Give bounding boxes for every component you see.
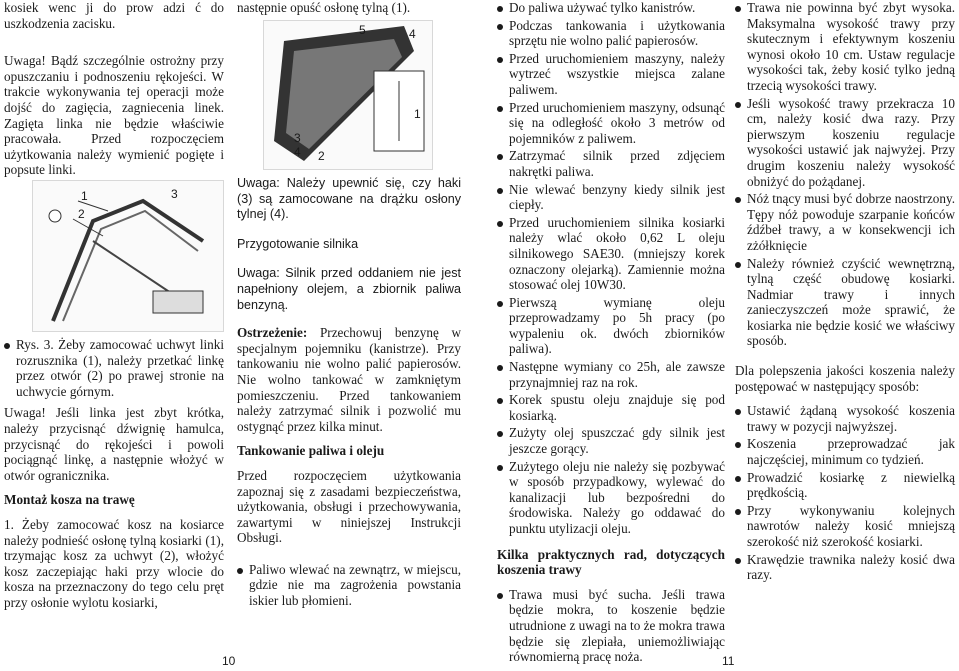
middle-intro: następnie opuść osłonę tylną (1). xyxy=(237,0,411,15)
rule-item: Przed uruchomieniem maszyny, odsunąć się na odległość około 3 metrów od pojemników z paliwem. xyxy=(497,100,725,147)
warning-label: Uwaga! xyxy=(4,53,46,69)
page-number-right: 11 xyxy=(722,654,735,668)
fig-label-4-bottom: 4 xyxy=(294,145,301,159)
mowing-tip: Nóż tnący musi być dobrze naostrzony. Tępy nóż powoduje szarpanie końców źdźbeł trawy, a w konsekwencji ich zżółknięcie xyxy=(735,191,955,253)
quality-item: Prowadzić kosiarkę z niewielką prędkością. xyxy=(735,470,955,501)
caution-paragraph xyxy=(237,325,461,434)
section-text: 1. Żeby zamocować kosz na kosiarce należy podnieść osłonę tylną kosiarki (1), trzymając kosz za uchwyt (2), włożyć kosz zaczepiając haki przy wlocie do kosza na przeznaczony do tego celu pręt przy osłonie wylotu kosiarki, xyxy=(4,516,224,610)
rule-item: Przed uruchomieniem silnika kosiarki należy wlać około 0,62 L oleju silnikowego SAE30. (mniejszy korek oznaczony olejarką). Zamiennie można stosować olej 10W30. xyxy=(497,215,725,293)
middle-column xyxy=(237,176,461,615)
right-column-2 xyxy=(735,0,955,589)
mowing-tips-list xyxy=(735,0,955,349)
step3-item: Rys. 3. Żeby zamocować uchwyt linki rozrusznika (1), należy przetkać linkę przez otwór (2) po prawej stronie na uchwycie górnym. xyxy=(4,337,224,399)
fuel-title: Tankowanie paliwa i oleju xyxy=(237,443,385,459)
rule-item: Do paliwa używać tylko kanistrów. xyxy=(497,0,725,16)
warning2-label: Uwaga! xyxy=(4,405,46,421)
mowing-tip: Należy również czyścić wewnętrzną, tylną część obudowę kosiarki. Nadmiar trawy i innych zanieczyszczeń może sprawić, że kosiarka nie będzie kosić we właściwy sposób. xyxy=(735,256,955,350)
quality-item: Ustawić żądaną wysokość koszenia trawy w pozycji najwyższej. xyxy=(735,403,955,434)
quality-paragraph: Dla polepszenia jakości koszenia należy postępować w następujący sposób: xyxy=(735,363,955,394)
grass-bag-illustration xyxy=(264,21,432,169)
rule-item: Zużyty olej spuszczać gdy silnik jest jeszcze gorący. xyxy=(497,425,725,456)
middle-bullets xyxy=(237,562,461,609)
tips-list xyxy=(497,587,725,665)
warning2-text: Jeśli linka jest zbyt krótka, należy przycisnąć dźwignię hamulca, przycisnąć do rękojeści i powoli pociągnąć linkę, a następnie włożyć w otwór ogranicznika. xyxy=(4,405,224,483)
fig-label-1: 1 xyxy=(414,107,421,121)
figure-label-1: 1 xyxy=(81,189,88,203)
figure-label-2: 2 xyxy=(78,207,85,221)
figure-handle-cord xyxy=(32,180,224,332)
quality-item: Krawędzie trawnika należy kosić dwa razy. xyxy=(735,552,955,583)
left-warning1 xyxy=(4,53,224,178)
fuel-rules-list xyxy=(497,0,725,537)
rule-item: Zużytego oleju nie należy się pozbywać w sposób przypadkowy, wylewać do kanalizacji lub bezpośredni do środowiska. Należy go oddawać do punktu utylizacji oleju. xyxy=(497,459,725,537)
quality-item: Przy wykonywaniu kolejnych nawrotów należy kosić mniejszą szerokość niż szerokość kosiarki. xyxy=(735,503,955,550)
left-column xyxy=(4,0,224,187)
left-intro: kosiek wenc ji do prow adzi ć do uszkodzenia zacisku. xyxy=(4,0,224,31)
quality-list xyxy=(735,403,955,583)
section-title: Montaż kosza na trawę xyxy=(4,492,135,508)
fig-label-4-top: 4 xyxy=(409,27,416,41)
rule-item: Przed uruchomieniem maszyny, należy wytrzeć wszystkie miejsca zalane paliwem. xyxy=(497,51,725,98)
figure-grass-bag xyxy=(263,20,433,170)
left-warning2 xyxy=(4,405,224,483)
handle-illustration xyxy=(33,181,223,331)
fig-label-3: 3 xyxy=(294,131,301,145)
right-column-1 xyxy=(497,0,725,671)
engine-prep-heading: Przygotowanie silnika xyxy=(237,236,359,251)
middle-warning: Uwaga: Należy upewnić się, czy haki (3) są zamocowane na drążku osłony tylnej (4). xyxy=(237,176,461,222)
page-number-left: 10 xyxy=(222,654,236,668)
rule-item: Następne wymiany co 25h, ale zawsze przynajmniej raz na rok. xyxy=(497,359,725,390)
rule-item: Nie wlewać benzyny kiedy silnik jest ciepły. xyxy=(497,182,725,213)
mowing-tip: Trawa nie powinna być zbyt wysoka. Maksymalna wysokość trawy przy skutecznym i efektywnym koszeniu wynosi około 10 cm. Ustaw regulacje wysokości tak, żeby kosić tylko jedną trzecią wysokości trawy. xyxy=(735,0,955,94)
tips-title: Kilka praktycznych rad, dotyczących koszenia trawy xyxy=(497,546,725,578)
left-column-lower xyxy=(4,337,224,620)
mowing-tip: Jeśli wysokość trawy przekracza 10 cm, należy kosić dwa razy. Przy pierwszym koszeniu regulacje wysokości ustawić jak najwyżej. Przy drugim koszeniu należy wysokość obniżyć do pożądanej. xyxy=(735,96,955,190)
step3-list xyxy=(4,337,224,399)
tip-item: Trawa musi być sucha. Jeśli trawa będzie mokra, to koszenie będzie utrudnione z uwagi na to że mokra trawa będzie się zlepiała, uniemożliwiając równomierną pracę noża. xyxy=(497,587,725,665)
rule-item: Pierwszą wymianę oleju przeprowadzamy po 5h pracy (po wypaleniu ok. dwóch zbiorników paliwa). xyxy=(497,295,725,357)
middle-bullet: Paliwo wlewać na zewnątrz, w miejscu, gdzie nie ma zagrożenia powstania iskier lub płomieni. xyxy=(237,562,461,609)
rule-item: Korek spustu oleju znajduje się pod kosiarką. xyxy=(497,392,725,423)
rule-item: Podczas tankowania i użytkowania sprzętu nie wolno palić papierosów. xyxy=(497,18,725,49)
rule-item: Zatrzymać silnik przed zdjęciem nakrętki paliwa. xyxy=(497,148,725,179)
fuel-text: Przed rozpoczęciem użytkowania zapoznaj się z zasadami bezpieczeństwa, użytkowania, obsługi i przechowywania, zawartymi w niniejszej Instrukcji Obsługi. xyxy=(237,467,461,546)
warning-text: Bądź szczególnie ostrożny przy opuszczaniu i podnoszeniu rękojeści. W trakcie wykonywania tej operacji może dojść do zagięcia, zagniecenia linek. Zagięta linka nie będzie właściwie pracowała. Przed rozpoczęciem użytkowania należy wymienić pogięte i popsute linki. xyxy=(4,53,225,178)
caution-label: Ostrzeżenie: xyxy=(237,325,308,341)
quality-item: Koszenia przeprowadzać jak najczęściej, minimum co tydzień. xyxy=(735,436,955,467)
fig-label-5: 5 xyxy=(359,23,366,37)
caution-text: Przechowuj benzynę w specjalnym pojemniku (kanistrze). Przy tankowaniu nie wolno palić papierosów. Nie wolno tankować w zamkniętym pomieszczeniu. Przed tankowaniem należy zatrzymać silnik i pozwolić mu ostygnąć przez kilka minut. xyxy=(237,325,462,434)
fig-label-2: 2 xyxy=(318,149,325,163)
figure-label-3: 3 xyxy=(171,187,178,201)
middle-warning2: Uwaga: Silnik przed oddaniem nie jest napełniony olejem, a zbiornik paliwa benzyną. xyxy=(237,266,461,312)
